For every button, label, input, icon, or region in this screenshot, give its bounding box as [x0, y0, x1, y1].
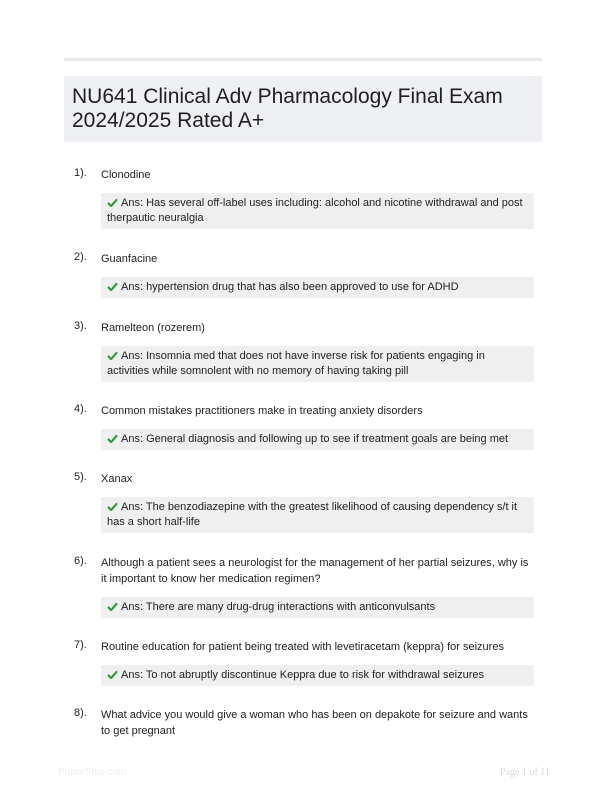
check-icon [107, 434, 118, 443]
question-text: Xanax [101, 473, 133, 485]
question-text: Clonodine [101, 169, 151, 181]
watermark-text: PaperShip.com [58, 767, 127, 778]
answer-box [101, 429, 534, 450]
check-icon [107, 502, 118, 511]
question-number: 7). [74, 639, 87, 651]
answer-text: Ans: There are many drug-drug interactions with anticonvulsants [121, 601, 436, 613]
question-number: 3). [74, 320, 87, 332]
question-text: Common mistakes practitioners make in treating anxiety disorders [101, 405, 423, 417]
answer-box [101, 277, 534, 298]
question-number: 4). [74, 403, 87, 415]
question-text: Routine education for patient being treated with levetiracetam (keppra) for seizures [101, 641, 504, 653]
top-divider [64, 58, 542, 61]
check-icon [107, 282, 118, 291]
check-icon [107, 670, 118, 679]
question-text: Guanfacine [101, 253, 158, 265]
answer-text: Ans: Has several off-label uses including: alcohol and nicotine withdrawal and post therpautic neuralgia [107, 197, 523, 224]
question-number: 5). [74, 471, 87, 483]
answer-text: Ans: To not abruptly discontinue Keppra due to risk for withdrawal seizures [121, 669, 484, 681]
question-text: What advice you would give a woman who has been on depakote for seizure and wants to get pregnant [101, 709, 528, 737]
question-number: 8). [74, 707, 87, 719]
answer-text: Ans: Insomnia med that does not have inverse risk for patients engaging in activities while somnolent with no memory of having taking pill [107, 350, 485, 377]
title-banner [64, 76, 542, 142]
answer-box [101, 193, 534, 229]
document-title: NU641 Clinical Adv Pharmacology Final Exam 2024/2025 Rated A+ [72, 85, 503, 132]
check-icon [107, 351, 118, 360]
answer-box [101, 346, 534, 382]
answer-text: Ans: General diagnosis and following up to see if treatment goals are being met [121, 433, 509, 445]
answer-box [101, 497, 534, 533]
question-number: 1). [74, 167, 87, 179]
check-icon [107, 602, 118, 611]
question-text: Although a patient sees a neurologist for the management of her partial seizures, why is it important to know her medication regimen? [101, 557, 529, 585]
question-text: Ramelteon (rozerem) [101, 322, 205, 334]
answer-box [101, 597, 534, 618]
page-number: Page 1 of 11 [500, 767, 550, 778]
answer-box [101, 665, 534, 686]
answer-text: Ans: hypertension drug that has also been approved to use for ADHD [121, 281, 459, 293]
question-number: 6). [74, 555, 87, 567]
check-icon [107, 198, 118, 207]
answer-text: Ans: The benzodiazepine with the greatest likelihood of causing dependency s/t it has a short half-life [107, 501, 518, 528]
question-number: 2). [74, 251, 87, 263]
